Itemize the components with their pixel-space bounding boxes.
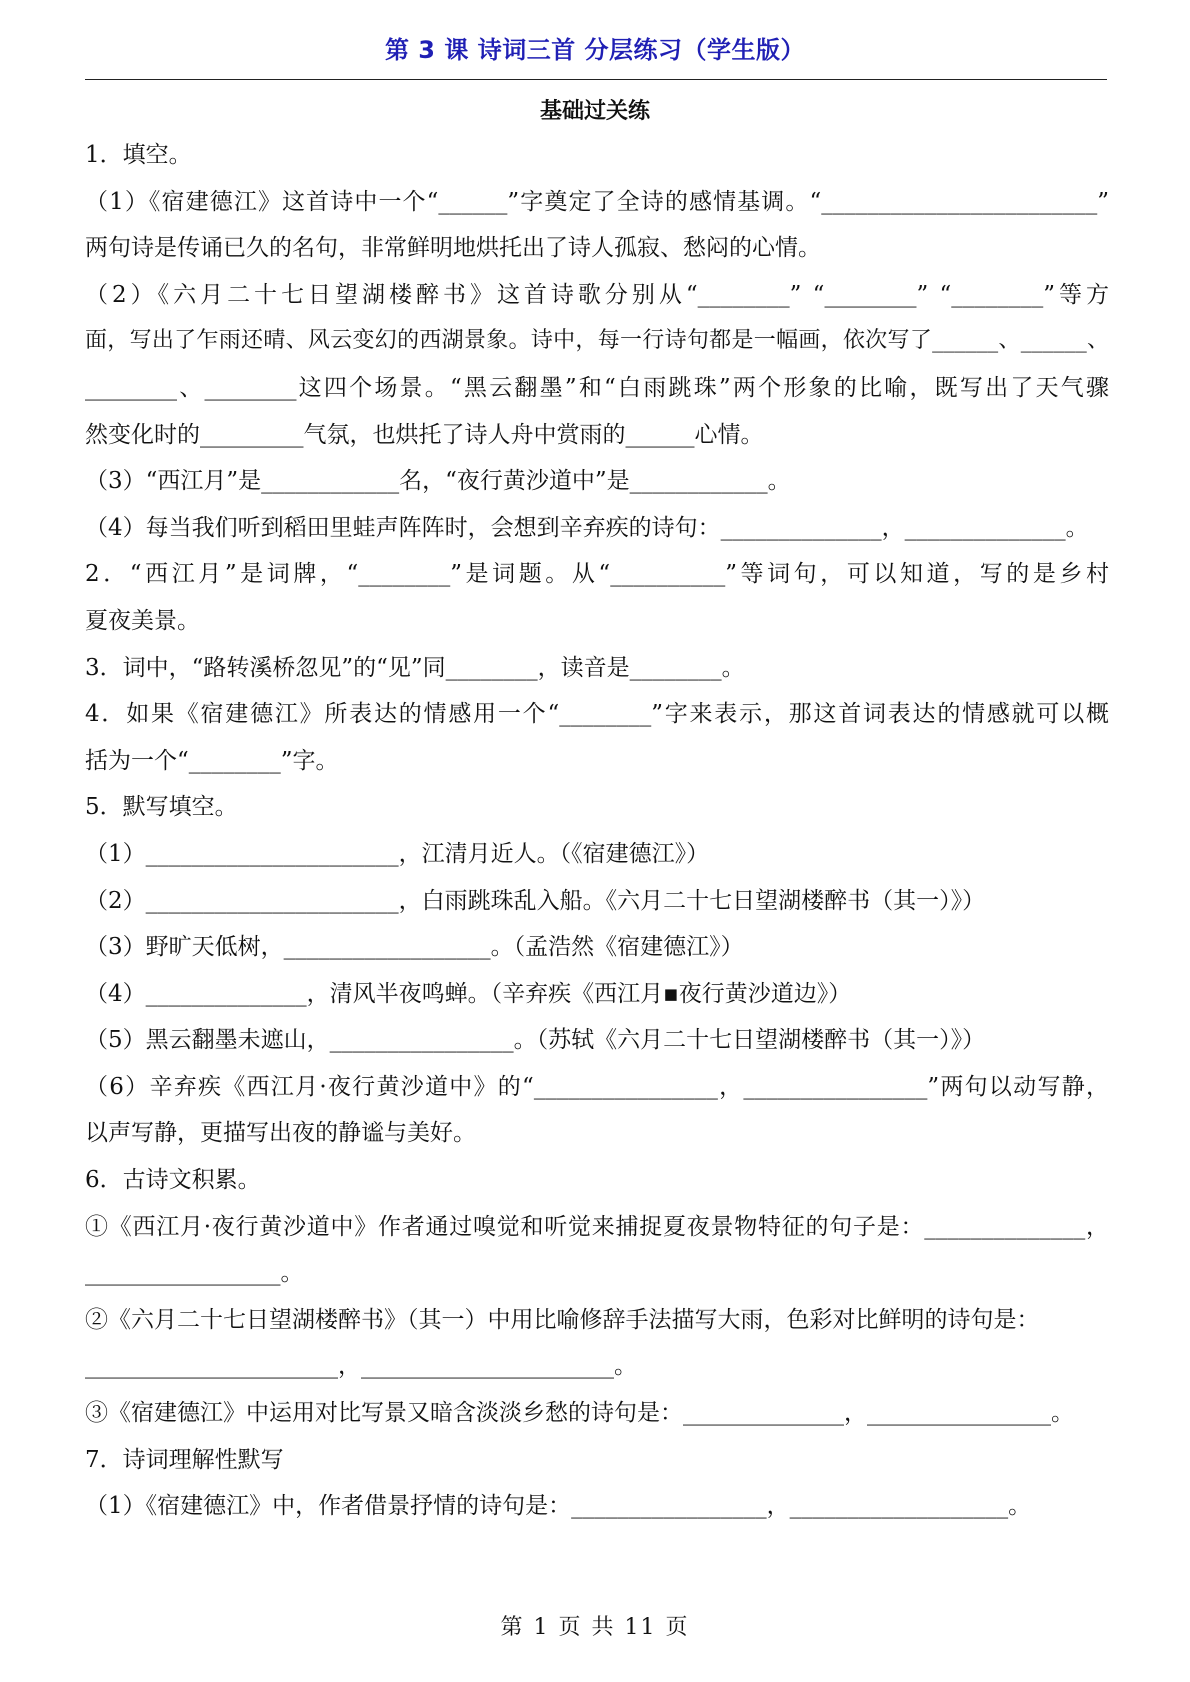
question-5-part-6-line-1: （6）辛弃疾《西江月·夜行黄沙道中》的“________________，________________”两句以动写静， [85, 1073, 1109, 1100]
question-3: 3．词中，“路转溪桥忽见”的“见”同________，读音是________。 [85, 654, 745, 681]
page-footer: 第 1 页 共 11 页 [500, 1615, 690, 1640]
question-7-heading: 7．诗词理解性默写 [85, 1446, 284, 1473]
question-5-part-6-line-2: 以声写静，更描写出夜的静谧与美好。 [85, 1120, 476, 1147]
page-title: 第 3 课 诗词三首 分层练习（学生版） [384, 36, 806, 64]
question-1-part-2-line-2: 面，写出了乍雨还晴、风云变幻的西湖景象。诗中，每一行诗句都是一幅画，依次写了______、______、 [85, 328, 1109, 354]
question-1-part-2-line-3: ________、________这四个场景。“黑云翻墨”和“白雨跳珠”两个形象的比喻，既写出了天气骤 [85, 374, 1109, 401]
section-title: 基础过关练 [539, 99, 650, 124]
question-1-heading: 1．填空。 [85, 142, 192, 168]
question-6-item-1-line-1: ①《西江月·夜行黄沙道中》作者通过嗅觉和听觉来捕捉夏夜景物特征的句子是：______________， [85, 1213, 1109, 1240]
question-7-part-1: （1）《宿建德江》中，作者借景抒情的诗句是：_________________，___________________。 [85, 1493, 1032, 1520]
worksheet-body [85, 132, 1109, 1530]
question-4-line-1: 4．如果《宿建德江》所表达的情感用一个“________”字来表示，那这首词表达的情感就可以概 [85, 701, 1109, 728]
question-6-item-2-line-1: ②《六月二十七日望湖楼醉书》（其一）中用比喻修辞手法描写大雨，色彩对比鲜明的诗句是： [85, 1306, 1040, 1333]
question-2-line-1: 2．“西江月”是词牌，“________”是词题。从“__________”等词句，可以知道，写的是乡村 [85, 561, 1109, 588]
question-6-heading: 6．古诗文积累。 [85, 1167, 261, 1194]
question-5-part-2: （2）______________________，白雨跳珠乱入船。《六月二十七日望湖楼醉书（其一）》） [85, 887, 986, 914]
question-1-part-2-line-1: （2）《六月二十七日望湖楼醉书》这首诗歌分别从“________” “________” “________”等方 [85, 281, 1109, 308]
question-6-item-1-line-2: _________________。 [85, 1260, 304, 1287]
question-5-part-3: （3）野旷天低树，__________________。（孟浩然《宿建德江》） [85, 934, 744, 961]
question-1-part-3: （3）“西江月”是____________名，“夜行黄沙道中”是____________。 [85, 468, 791, 495]
question-6-item-3: ③《宿建德江》中运用对比写景又暗含淡淡乡愁的诗句是：______________，________________。 [85, 1400, 1074, 1427]
question-1-part-1-line-2: 两句诗是传诵已久的名句，非常鲜明地烘托出了诗人孤寂、愁闷的心情。 [85, 235, 821, 262]
question-5-part-4: （4）______________，清风半夜鸣蝉。（辛弃疾《西江月▪夜行黄沙道边》） [85, 980, 852, 1007]
question-5-heading: 5．默写填空。 [85, 794, 238, 821]
question-6-item-2-line-2: ______________________，______________________。 [85, 1353, 637, 1380]
question-1-part-2-line-4: 然变化时的_________气氛，也烘托了诗人舟中赏雨的______心情。 [85, 421, 764, 448]
question-1-part-1-line-1: （1）《宿建德江》这首诗中一个“______”字奠定了全诗的感情基调。“________________________” [85, 188, 1109, 215]
title-divider [85, 79, 1107, 80]
question-2-line-2: 夏夜美景。 [85, 607, 200, 634]
question-4-line-2: 括为一个“________”字。 [85, 747, 339, 774]
question-5-part-5: （5）黑云翻墨未遮山，________________。（苏轼《六月二十七日望湖楼醉书（其一）》） [85, 1027, 986, 1054]
question-5-part-1: （1）______________________，江清月近人。（《宿建德江》） [85, 840, 710, 867]
question-1-part-4: （4）每当我们听到稻田里蛙声阵阵时，会想到辛弃疾的诗句：______________，______________。 [85, 514, 1089, 541]
